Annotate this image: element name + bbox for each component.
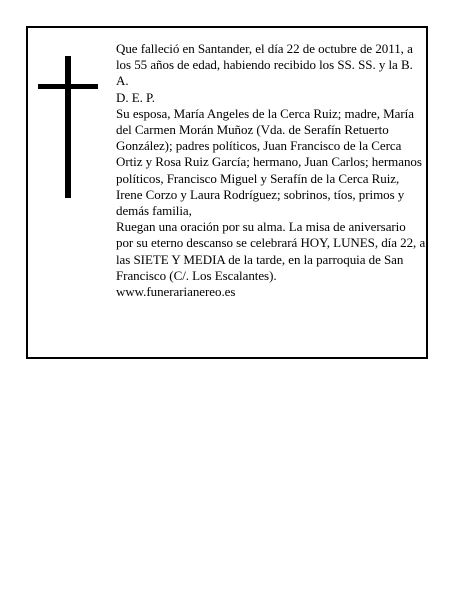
obituary-notice — [26, 26, 428, 359]
death-announcement: Que falleció en Santander, el día 22 de octubre de 2011, a los 55 años de edad, habiendo recibido los SS. SS. y la B. A. — [116, 41, 413, 89]
notice-text — [116, 41, 426, 300]
mass-announcement: Ruegan una oración por su alma. La misa de aniversario por su eterno descanso se celebrará HOY, LUNES, día 22, a las SIETE Y MEDIA de la tarde, en la parroquia de San Francisco (C/. Los Escalantes). — [116, 219, 426, 283]
cross-vertical-bar — [65, 56, 71, 198]
cross-horizontal-bar — [38, 84, 98, 89]
rest-in-peace: D. E. P. — [116, 89, 155, 105]
funeral-home-website: www.funerarianereo.es — [116, 284, 236, 300]
family-list: Su esposa, María Angeles de la Cerca Ruiz; madre, María del Carmen Morán Muñoz (Vda. de Serafín Retuerto González); padres políticos, Juan Francisco de la Cerca Ortiz y Rosa Ruiz García; hermano, Juan Carlos; hermanos políticos, Francisco Miguel y Serafín de la Cerca Ruiz, Irene Corzo y Laura Rodríguez; sobrinos, tíos, primos y demás familia, — [116, 105, 422, 219]
cross-icon — [38, 56, 98, 198]
